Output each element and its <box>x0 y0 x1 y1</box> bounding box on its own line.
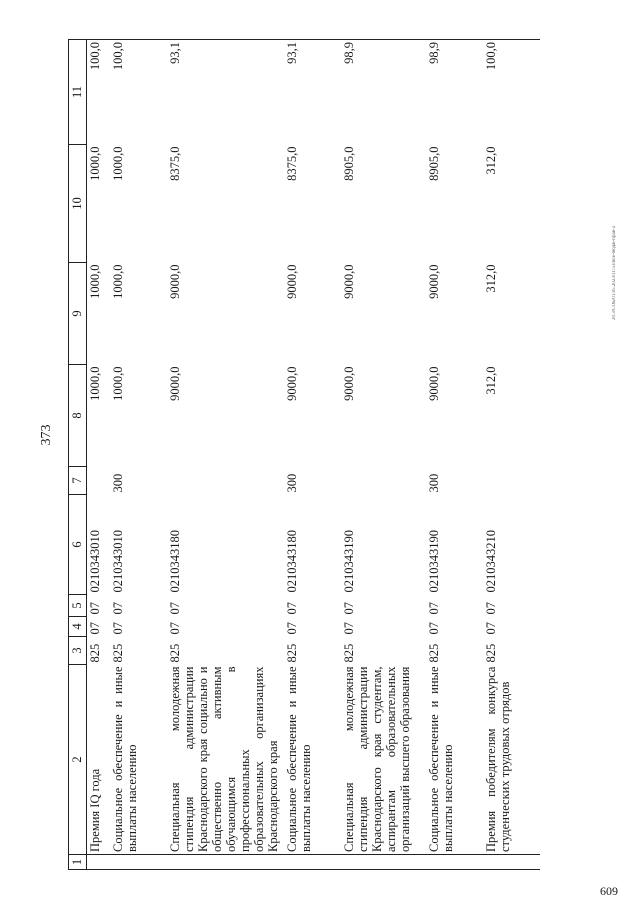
target-article-code: 0210343190 <box>427 530 441 593</box>
column-index: 4 <box>69 617 87 637</box>
expense-type-code: 300 <box>427 473 441 493</box>
expense-name: Премия победителям конкурса студенческих трудовых отрядов <box>484 666 512 852</box>
table-row <box>284 40 341 870</box>
rotated-page-content <box>35 40 600 870</box>
ministry-code: 825 <box>484 643 498 663</box>
target-article-code: 0210343190 <box>342 530 356 593</box>
expense-type-code: 300 <box>111 473 125 493</box>
execution-percent: 98,9 <box>426 40 483 145</box>
column-index: 11 <box>69 40 87 145</box>
target-article-code: 0210343210 <box>484 530 498 593</box>
expense-name: Специальная молодежная стипендия администрации Краснодарского края социально и общественно активным обучающимся в профессиональных образовательных организациях Краснодарского края <box>168 666 280 852</box>
refined-amount: 1000,0 <box>111 264 125 299</box>
refined-amount: 9000,0 <box>427 264 441 299</box>
expense-name: Социальное обеспечение и иные выплаты населению <box>427 666 455 852</box>
execution-percent: 98,9 <box>341 40 426 145</box>
row-number-cell <box>284 855 341 870</box>
section-code: 07 <box>168 622 182 635</box>
expense-type-code: 300 <box>285 473 299 493</box>
expense-type-code <box>87 467 111 495</box>
target-article-code: 0210343180 <box>168 530 182 593</box>
budget-table <box>68 39 540 870</box>
execution-percent: 93,1 <box>167 40 284 145</box>
expense-type-code <box>483 467 540 495</box>
ministry-code: 825 <box>427 643 441 663</box>
subsection-code: 07 <box>427 602 441 615</box>
row-number-cell <box>341 855 426 870</box>
column-index: 7 <box>69 467 87 495</box>
refined-amount: 1000,0 <box>88 264 102 299</box>
expense-name: Премия IQ года <box>88 768 102 852</box>
approved-amount: 9000,0 <box>168 366 182 401</box>
table-row <box>341 40 426 870</box>
expense-type-code <box>341 467 426 495</box>
target-article-code: 0210343010 <box>111 530 125 593</box>
table-row <box>426 40 483 870</box>
column-index: 10 <box>69 145 87 263</box>
table-row <box>167 40 284 870</box>
expense-name: Социальное обеспечение и иные выплаты населению <box>285 666 313 852</box>
row-number-cell <box>110 855 167 870</box>
approved-amount: 1000,0 <box>111 366 125 401</box>
approved-amount: 9000,0 <box>342 366 356 401</box>
subsection-code: 07 <box>285 602 299 615</box>
table-row <box>483 40 540 870</box>
executed-amount: 8905,0 <box>342 146 356 181</box>
row-number-cell <box>87 855 111 870</box>
column-index: 1 <box>69 855 87 870</box>
row-number-cell <box>483 855 540 870</box>
refined-amount: 9000,0 <box>168 264 182 299</box>
execution-percent: 100,0 <box>87 40 111 145</box>
column-index: 5 <box>69 595 87 617</box>
approved-amount: 312,0 <box>484 366 498 395</box>
table-row <box>110 40 167 870</box>
row-number-cell <box>167 855 284 870</box>
column-index: 2 <box>69 665 87 855</box>
approved-amount: 1000,0 <box>88 366 102 401</box>
approved-amount: 9000,0 <box>427 366 441 401</box>
refined-amount: 9000,0 <box>342 264 356 299</box>
section-code: 07 <box>484 622 498 635</box>
column-index: 8 <box>69 365 87 467</box>
expense-name: Социальное обеспечение и иные выплаты населению <box>111 666 139 852</box>
ministry-code: 825 <box>88 643 102 663</box>
section-code: 07 <box>342 622 356 635</box>
subsection-code: 07 <box>168 602 182 615</box>
column-index: 6 <box>69 495 87 595</box>
ministry-code: 825 <box>168 643 182 663</box>
section-code: 07 <box>88 622 102 635</box>
ministry-code: 825 <box>342 643 356 663</box>
section-code: 07 <box>111 622 125 635</box>
executed-amount: 312,0 <box>484 146 498 175</box>
executed-amount: 1000,0 <box>111 146 125 181</box>
section-code: 07 <box>427 622 441 635</box>
subsection-code: 07 <box>342 602 356 615</box>
expense-type-code <box>167 467 284 495</box>
subsection-code: 07 <box>111 602 125 615</box>
table-row <box>87 40 111 870</box>
target-article-code: 0210343180 <box>285 530 299 593</box>
execution-percent: 93,1 <box>284 40 341 145</box>
subsection-code: 07 <box>484 602 498 615</box>
document-stamp: 20.3/СОБ/01.05.2023/11:53/вое-бюдж-прав-2 <box>612 225 617 320</box>
ministry-code: 825 <box>111 643 125 663</box>
column-index-row <box>69 40 87 870</box>
execution-percent: 100,0 <box>110 40 167 145</box>
executed-amount: 8375,0 <box>168 146 182 181</box>
executed-amount: 1000,0 <box>88 146 102 181</box>
row-number-cell <box>426 855 483 870</box>
execution-percent: 100,0 <box>483 40 540 145</box>
target-article-code: 0210343010 <box>88 530 102 593</box>
page-number: 609 <box>600 884 618 898</box>
column-index: 3 <box>69 637 87 665</box>
approved-amount: 9000,0 <box>285 366 299 401</box>
executed-amount: 8375,0 <box>285 146 299 181</box>
column-index: 9 <box>69 263 87 365</box>
refined-amount: 9000,0 <box>285 264 299 299</box>
subsection-code: 07 <box>88 602 102 615</box>
expense-name: Специальная молодежная стипендия администрации Краснодарского края студентам, аспирантам образовательных организаций высшего образования <box>342 666 412 852</box>
executed-amount: 8905,0 <box>427 146 441 181</box>
section-code: 07 <box>285 622 299 635</box>
refined-amount: 312,0 <box>484 264 498 293</box>
header-number: 373 <box>39 424 54 446</box>
ministry-code: 825 <box>285 643 299 663</box>
